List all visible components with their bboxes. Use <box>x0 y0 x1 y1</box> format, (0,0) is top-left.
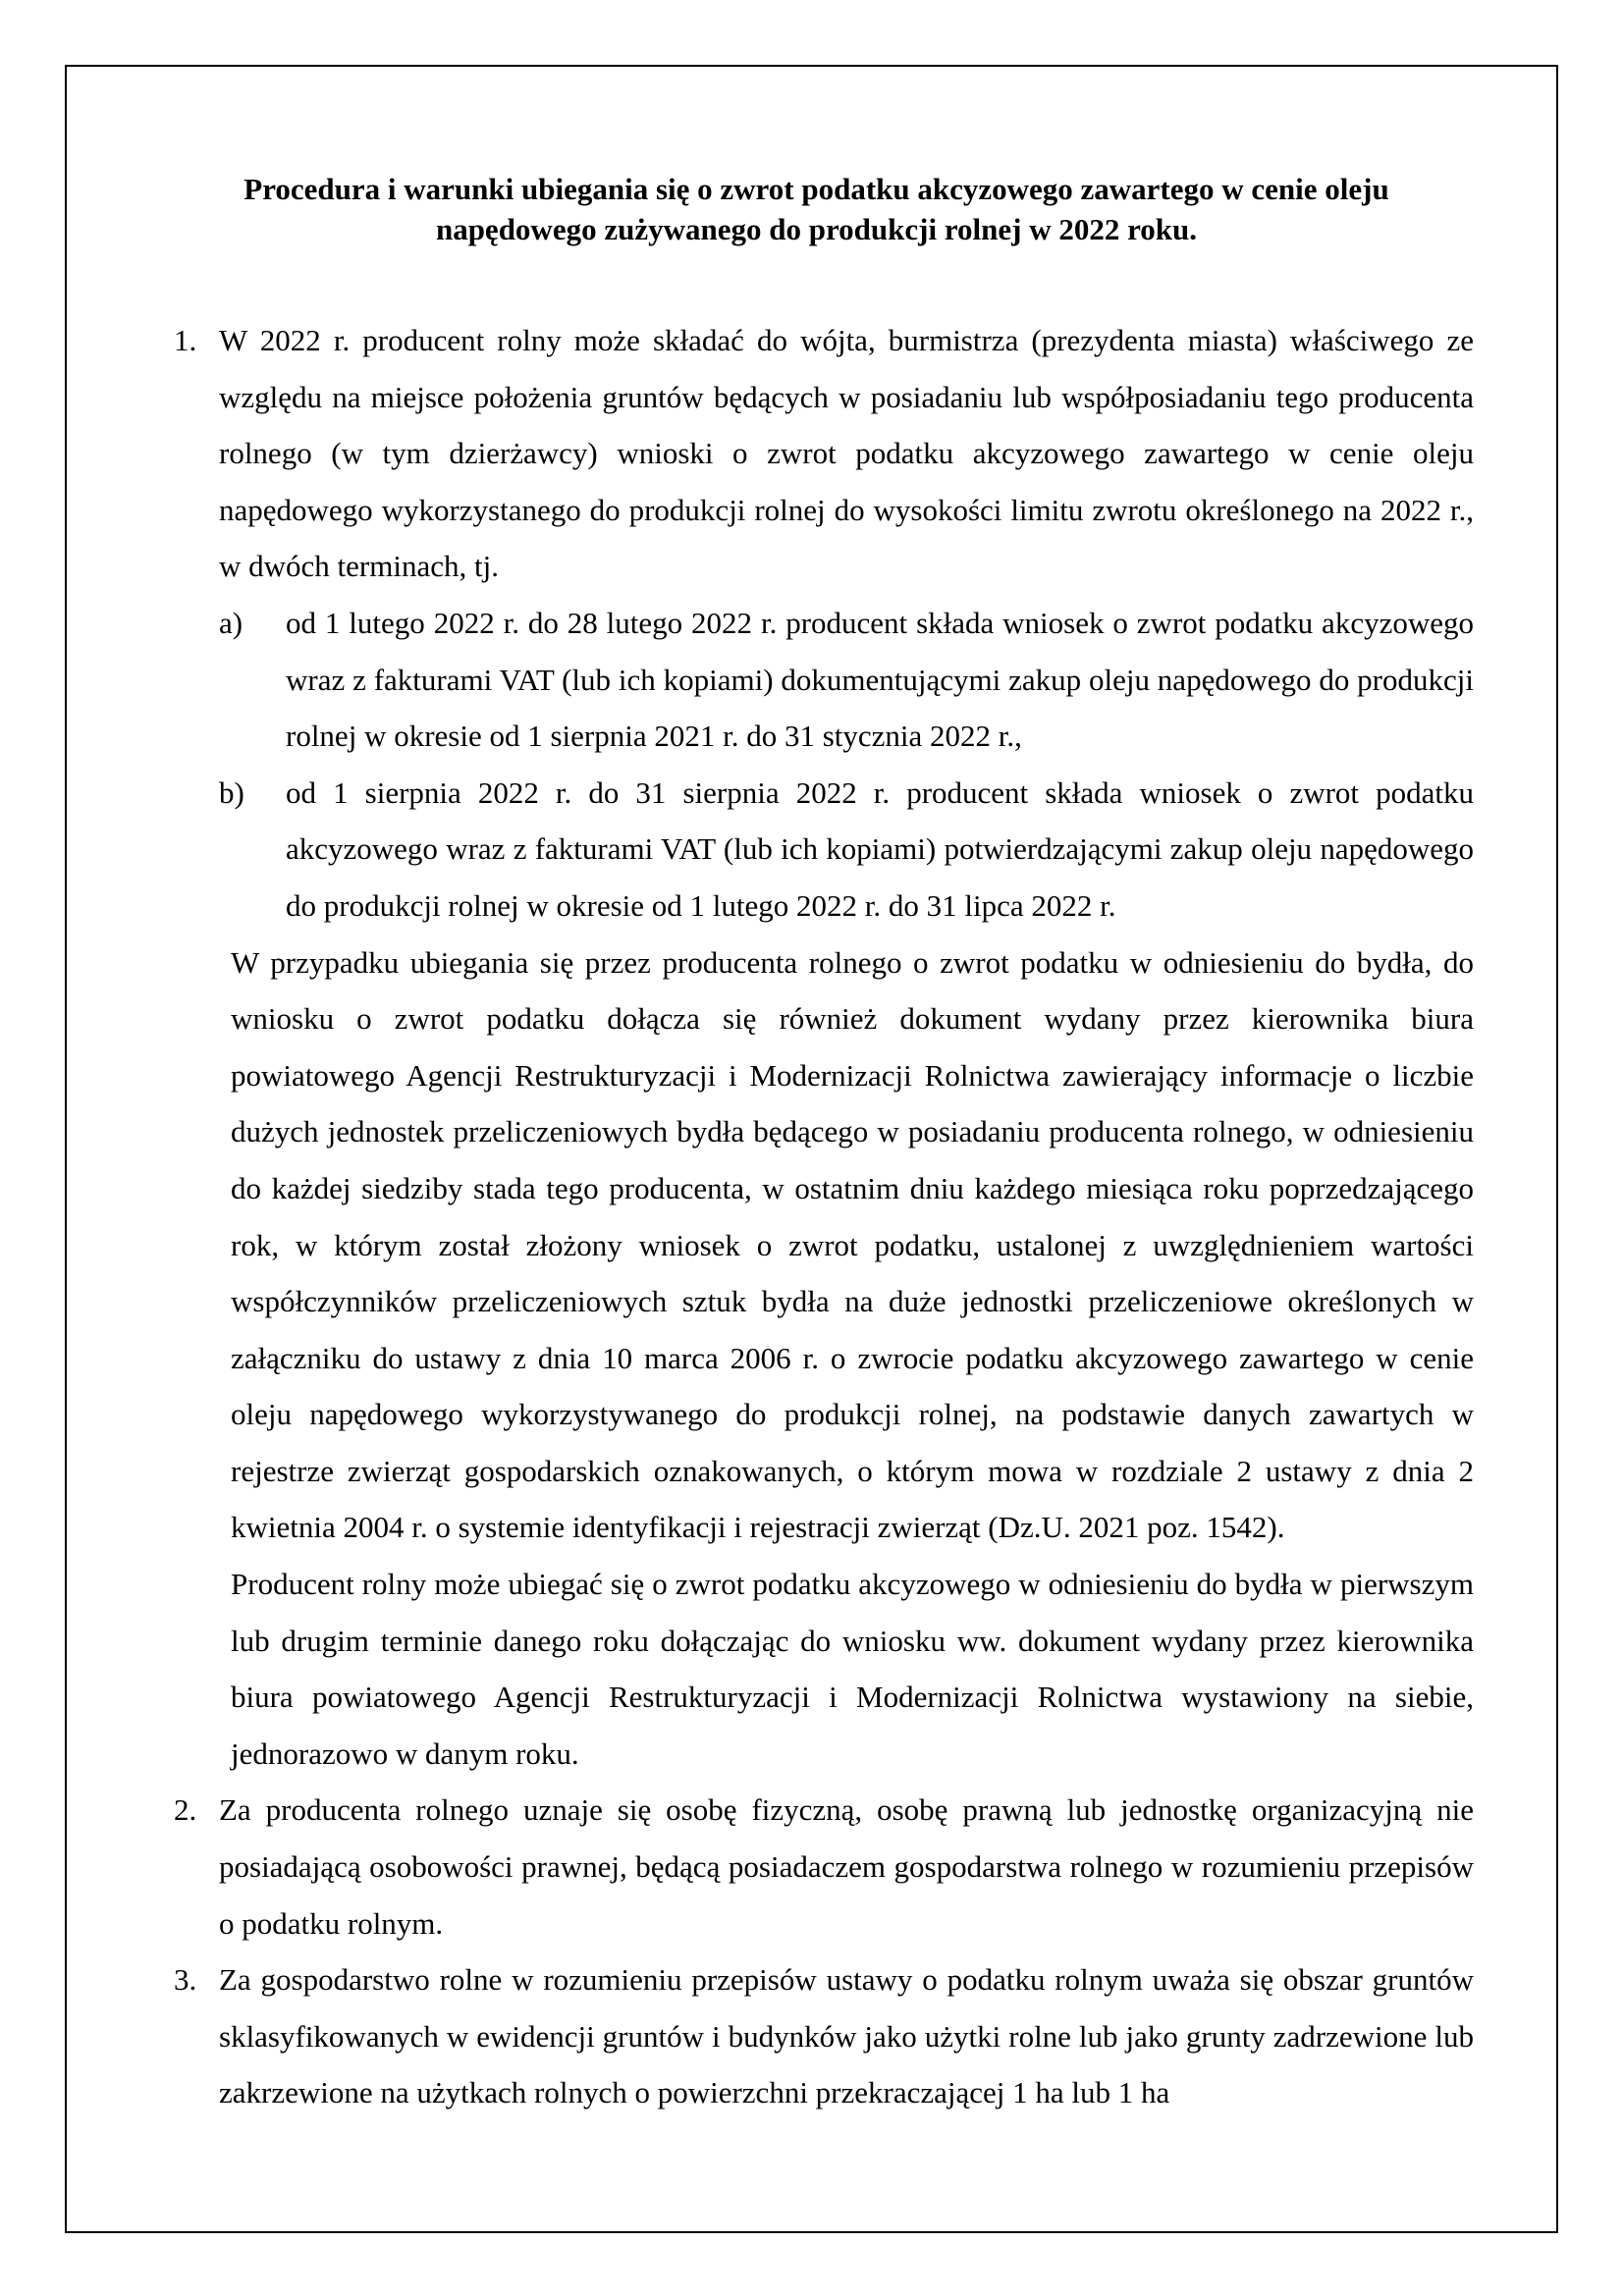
sub-item-letter: a) <box>219 605 243 640</box>
sub-item-a <box>219 595 1474 765</box>
list-item-2 <box>159 1782 1474 1951</box>
sub-list <box>219 595 1474 934</box>
sub-item-text: od 1 lutego 2022 r. do 28 lutego 2022 r. producent składa wniosek o zwrot podatku akcyzowego wraz z fakturami VAT (lub ich kopiami) dokumentującymi zakup oleju napędowego do produkcji rolnej w okresie od 1 sierpnia 2021 r. do 31 stycznia 2022 r., <box>286 605 1474 754</box>
item-2-text: Za producenta rolnego uznaje się osobę fizyczną, osobę prawną lub jednostkę organizacyjną nie posiadającą osobowości prawnej, będącą posiadaczem gospodarstwa rolnego w rozumieniu przepisów o podatku rolnym. <box>219 1792 1474 1941</box>
item-1-intro: W 2022 r. producent rolny może składać do wójta, burmistrza (prezydenta miasta) właściwego ze względu na miejsce położenia gruntów będących w posiadaniu lub współposiadaniu tego producenta rolnego (w tym dzierżawcy) wnioski o zwrot podatku akcyzowego zawartego w cenie oleju napędowego wykorzystanego do produkcji rolnej do wysokości limitu zwrotu określonego na 2022 r., w dwóch terminach, tj. <box>219 323 1474 584</box>
item-number: 2. <box>174 1792 197 1828</box>
document-body <box>159 169 1474 2121</box>
title-line-2: napędowego zużywanego do produkcji rolnej w 2022 roku. <box>435 212 1198 246</box>
sub-item-letter: b) <box>219 774 244 810</box>
item-number: 3. <box>174 1962 197 1998</box>
item-number: 1. <box>174 323 197 357</box>
list-item-3 <box>159 1951 1474 2121</box>
item-3-text: Za gospodarstwo rolne w rozumieniu przepisów ustawy o podatku rolnym uważa się obszar gruntów sklasyfikowanych w ewidencji gruntów i budynków jako użytki rolne lub jako grunty zadrzewione lub zakrzewione na użytkach rolnych o powierzchni przekraczającej 1 ha lub 1 ha <box>219 1962 1474 2110</box>
sub-item-b <box>219 765 1474 934</box>
item-1-paragraph-2: Producent rolny może ubiegać się o zwrot podatku akcyzowego w odniesieniu do bydła w pierwszym lub drugim terminie danego roku dołączając do wniosku ww. dokument wydany przez kierownika biura powiatowego Agencji Restrukturyzacji i Modernizacji Rolnictwa wystawiony na siebie, jednorazowo w danym roku. <box>231 1567 1474 1771</box>
document-title <box>159 169 1474 249</box>
item-1-paragraph-1: W przypadku ubiegania się przez producenta rolnego o zwrot podatku w odniesieniu do bydła, do wniosku o zwrot podatku dołącza się również dokument wydany przez kierownika biura powiatowego Agencji Restrukturyzacji i Modernizacji Rolnictwa zawierający informacje o liczbie dużych jednostek przeliczeniowych bydła będącego w posiadaniu producenta rolnego, w odniesieniu do każdej siedziby stada tego producenta, w ostatnim dniu każdego miesiąca roku poprzedzającego rok, w którym został złożony wniosek o zwrot podatku, ustalonej z uwzględnieniem wartości współczynników przeliczeniowych sztuk bydła na duże jednostki przeliczeniowe określonych w załączniku do ustawy z dnia 10 marca 2006 r. o zwrocie podatku akcyzowego zawartego w cenie oleju napędowego wykorzystywanego do produkcji rolnej, na podstawie danych zawartych w rejestrze zwierząt gospodarskich oznakowanych, o którym mowa w rozdziale 2 ustawy z dnia 2 kwietnia 2004 r. o systemie identyfikacji i rejestracji zwierząt (Dz.U. 2021 poz. 1542). <box>231 944 1474 1545</box>
title-line-1: Procedura i warunki ubiegania się o zwrot podatku akcyzowego zawartego w cenie oleju <box>243 172 1389 206</box>
list-item-1 <box>159 312 1474 1782</box>
sub-item-text: od 1 sierpnia 2022 r. do 31 sierpnia 2022 r. producent składa wniosek o zwrot podatku akcyzowego wraz z fakturami VAT (lub ich kopiami) potwierdzającymi zakup oleju napędowego do produkcji rolnej w okresie od 1 lutego 2022 r. do 31 lipca 2022 r. <box>286 774 1474 923</box>
